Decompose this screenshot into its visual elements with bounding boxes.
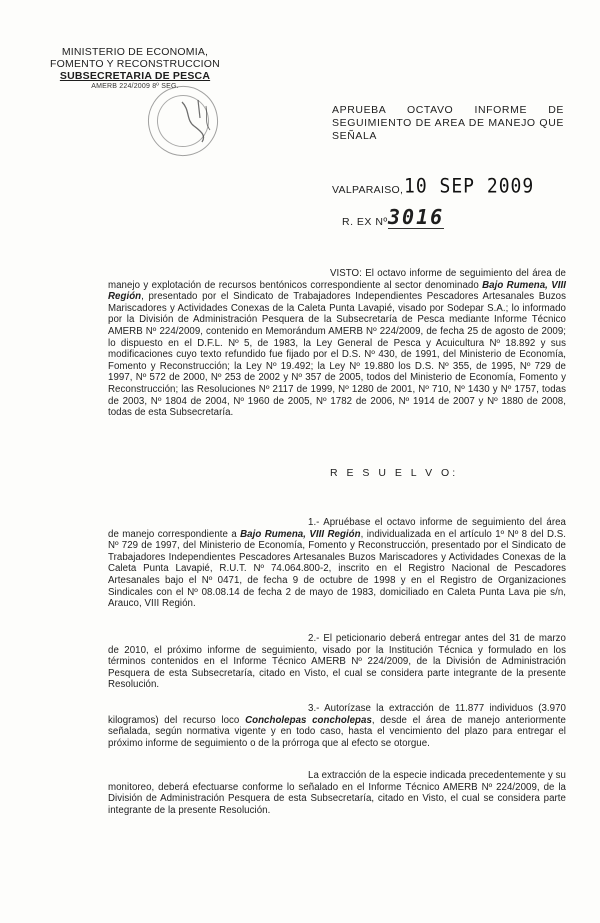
visto-sector: Bajo Rumena, VIII Región bbox=[108, 279, 566, 303]
letterhead-reference: AMERB 224/2009 8º SEG. bbox=[91, 83, 179, 90]
article-3-continuation bbox=[108, 770, 566, 816]
article-3 bbox=[108, 703, 566, 749]
article-1-rest: , individualizada en el artículo 1º Nº 8 del D.S. Nº 729 de 1997, del Ministerio de Economía, Fomento y Reconstrucción, presentado por el Sindicato de Trabajadores Independientes Pescadores Artesanales Buzos Mariscadores y Actividades Conexas de la Caleta Punta Lavapié, R.U.T. Nº 74.064.800-2, inscrito en el Registro Nacional de Pescadores Artesanales bajo el Nº 0471, de fecha 9 de octubre de 1998 y en el Registro de Organizaciones Sindicales con el Nº 08.08.14 de fecha 2 de mayo de 1983, domiciliado en Caleta Punta Lava pie s/n, Arauco, VIII Región. bbox=[108, 528, 566, 610]
date-stamp: 10 SEP 2009 bbox=[404, 174, 535, 199]
visto-lead: VISTO: El octavo informe de seguimiento del área de manejo y explotación de recursos bentónicos correspondiente al sector denominado bbox=[108, 268, 566, 291]
resuelvo-heading: R E S U E L V O: bbox=[330, 467, 459, 479]
letterhead-subsecretaria: SUBSECRETARIA DE PESCA bbox=[59, 70, 211, 82]
article-2 bbox=[108, 633, 566, 691]
rex-number: 3016 bbox=[388, 205, 445, 229]
initials-signature bbox=[176, 96, 216, 146]
article-3-lead: 3.- Autorízase la extracción de 11.877 individuos (3.970 kilogramos) del recurso loco bbox=[108, 703, 566, 726]
article-3-continuation-text: La extracción de la especie indicada precedentemente y su monitoreo, deberá efectuarse conforme lo señalado en el Informe Técnico AMERB Nº 224/2009, de la División de Administración Pesquera de esta Subsecretaría, citado en Visto, el cual se considera parte integrante de la presente Resolución. bbox=[108, 770, 566, 816]
place-date bbox=[332, 176, 572, 200]
letterhead-ministry: MINISTERIO DE ECONOMIA, bbox=[61, 46, 209, 58]
article-3-rest: , desde el área de manejo anteriormente señalada, según normativa vigente y en todo caso, hasta el vencimiento del plazo para entregar el próximo informe de seguimiento o de la prórroga que al efecto se otorgue. bbox=[108, 714, 566, 749]
rex-label: R. EX Nº bbox=[342, 216, 388, 228]
article-3-species: Concholepas concholepas bbox=[245, 714, 372, 726]
article-1-sector: Bajo Rumena, VIII Región bbox=[240, 528, 361, 540]
place-label: VALPARAISO, bbox=[332, 184, 404, 196]
resolution-number bbox=[342, 206, 542, 232]
visto-paragraph bbox=[108, 268, 566, 419]
article-1 bbox=[108, 517, 566, 610]
visto-rest: , presentado por el Sindicato de Trabajadores Independientes Pescadores Artesanales Buzos Mariscadores y Actividades Conexas de la Caleta Punta Lavapié, visado por Sodepar S.A.; lo informado por la División de Administración Pesquera de la Subsecretaría de Pesca mediante Informe Técnico AMERB Nº 224/2009, contenido en Memorándum AMERB Nº 224/2009, de fecha 25 de agosto de 2009; lo dispuesto en el D.F.L. Nº 5, de 1983, la Ley General de Pesca y Acuicultura Nº 18.892 y sus modificaciones cuyo texto refundido fue fijado por el D.S. Nº 430, de 1991, del Ministerio de Economía, Fomento y Reconstrucción; la Ley Nº 19.492; la Ley Nº 19.880 los D.S. Nº 355, de 1995, Nº 729 de 1997, Nº 572 de 2000, Nº 253 de 2002 y Nº 357 de 2005, todos del Ministerio de Economía, Fomento y Reconstrucción; las Resoluciones Nº 2117 de 1999, Nº 1280 de 2001, Nº 710, Nº 1430 y Nº 1757, todas de 2003, Nº 1804 de 2004, Nº 1960 de 2005, Nº 1782 de 2006, Nº 1914 de 2007 y Nº 1880 de 2008, todas de esta Subsecretaría. bbox=[108, 291, 566, 419]
letterhead bbox=[40, 46, 230, 91]
article-2-text: 2.- El peticionario deberá entregar antes del 31 de marzo de 2010, el próximo informe de seguimiento, visado por la Institución Técnica y formulado en los términos contenidos en el Informe Técnico AMERB Nº 224/2009, de la División de Administración Pesquera de esta Subsecretaría, citado en Visto, el cual se considera parte integrante de la presente Resolución. bbox=[108, 633, 566, 691]
resolution-subject: APRUEBA OCTAVO INFORME DE SEGUIMIENTO DE AREA DE MANEJO QUE SEÑALA bbox=[332, 104, 564, 142]
letterhead-ministry-2: FOMENTO Y RECONSTRUCCION bbox=[50, 58, 220, 70]
article-1-lead: 1.- Apruébase el octavo informe de seguimiento del área de manejo correspondiente a bbox=[108, 517, 566, 540]
